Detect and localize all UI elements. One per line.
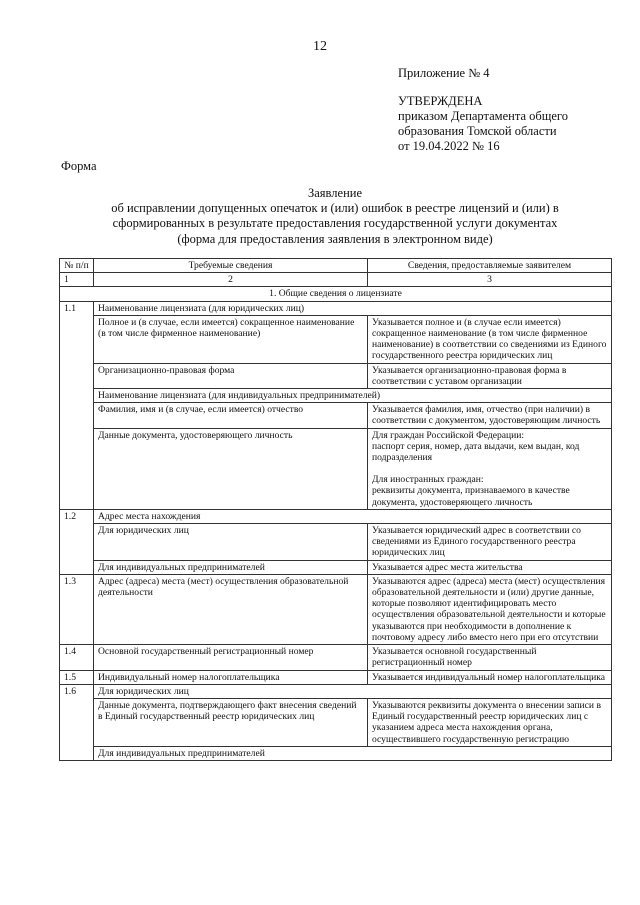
provided-info	[368, 428, 612, 509]
table-row	[60, 574, 612, 644]
approval-block	[398, 66, 568, 154]
title-line-3: сформированных в результате предоставления государственной услуги документах	[112, 216, 558, 231]
colnum-2: 2	[94, 273, 368, 287]
provided-info: Указываются реквизиты документа о внесении записи в Единый государственный реестр юридических лиц с указанием адреса места нахождения органа, осуществившего государственную регистрацию	[368, 698, 612, 746]
required-info: Основной государственный регистрационный номер	[94, 645, 368, 670]
document-title	[60, 186, 610, 247]
column-number-row	[60, 273, 612, 287]
table-row	[60, 509, 612, 523]
provided-info: Указывается адрес места жительства	[368, 560, 612, 574]
required-info: Данные документа, удостоверяющего личность	[94, 428, 368, 509]
page-number: 12	[313, 39, 327, 54]
form-label: Форма	[61, 159, 97, 173]
table-row	[60, 746, 612, 760]
required-info: Адрес (адреса) места (мест) осуществления образовательной деятельности	[94, 574, 368, 644]
approval-line-3: от 19.04.2022 № 16	[398, 139, 500, 153]
row-number: 1.3	[60, 574, 94, 644]
table-row	[60, 684, 612, 698]
provided-line: Для граждан Российской Федерации:	[372, 429, 525, 441]
row-title: Для индивидуальных предпринимателей	[94, 746, 612, 760]
provided-line: реквизиты документа, признаваемого в качестве документа, удостоверяющего личность	[372, 485, 570, 508]
title-line-2: об исправлении допущенных опечаток и (или) ошибок в реестре лицензий и (или) в	[111, 201, 559, 216]
table-row	[60, 315, 612, 363]
provided-info: Указывается юридический адрес в соответствии со сведениями из Единого государственного реестра юридических лиц	[368, 524, 612, 561]
approval-line-1: приказом Департамента общего	[398, 109, 568, 123]
section-row	[60, 287, 612, 301]
colnum-3: 3	[368, 273, 612, 287]
required-info: Полное и (в случае, если имеется) сокращенное наименование (в том числе фирменное наименование)	[94, 315, 368, 363]
section-title: 1. Общие сведения о лицензиате	[60, 287, 612, 301]
table-row	[60, 560, 612, 574]
row-title: Наименование лицензиата (для юридических лиц)	[94, 301, 612, 315]
table-row	[60, 645, 612, 670]
table-row	[60, 363, 612, 388]
provided-info: Указывается основной государственный регистрационный номер	[368, 645, 612, 670]
required-info: Для юридических лиц	[94, 524, 368, 561]
table-row	[60, 698, 612, 746]
table-row	[60, 389, 612, 403]
table-row	[60, 403, 612, 428]
table-row	[60, 428, 612, 509]
required-info: Фамилия, имя и (в случае, если имеется) отчество	[94, 403, 368, 428]
header-provided: Сведения, предоставляемые заявителем	[368, 259, 612, 273]
row-title: Адрес места нахождения	[94, 509, 612, 523]
provided-line: паспорт серия, номер, дата выдачи, кем выдан, код подразделения	[372, 440, 580, 464]
provided-info: Указывается организационно-правовая форма в соответствии с уставом организации	[368, 363, 612, 388]
table-row	[60, 670, 612, 684]
provided-info: Указываются адрес (адреса) места (мест) осуществления образовательной деятельности и (или) другие данные, которые позволяют идентифицировать место осуществления образовательной деятельности и которые указываются при необходимости в дополнение к почтовому адресу либо вместо него при его отсутствии	[368, 574, 612, 644]
title-line-4: (форма для предоставления заявления в электронном виде)	[177, 231, 493, 246]
appendix-label: Приложение № 4	[398, 66, 490, 80]
provided-info: Указывается полное и (в случае если имеется) сокращенное наименование (в том числе фирменное наименование) в соответствии со сведениями из Единого государственного реестра юридических лиц	[368, 315, 612, 363]
provided-info: Указывается фамилия, имя, отчество (при наличии) в соответствии с документом, удостоверяющим личность	[368, 403, 612, 428]
approved-label: УТВЕРЖДЕНА	[398, 94, 483, 108]
approval-line-2: образования Томской области	[398, 124, 557, 138]
provided-line: Для иностранных граждан:	[372, 474, 484, 486]
row-number: 1.6	[60, 684, 94, 760]
row-title: Для юридических лиц	[94, 684, 612, 698]
row-number: 1.4	[60, 645, 94, 670]
table-row	[60, 301, 612, 315]
provided-info: Указывается индивидуальный номер налогоплательщика	[368, 670, 612, 684]
required-info: Для индивидуальных предпринимателей	[94, 560, 368, 574]
required-info: Данные документа, подтверждающего факт внесения сведений в Единый государственный реестр юридических лиц	[94, 698, 368, 746]
required-info: Организационно-правовая форма	[94, 363, 368, 388]
header-num: № п/п	[60, 259, 94, 273]
row-number: 1.1	[60, 301, 94, 509]
colnum-1: 1	[60, 273, 94, 287]
required-info: Индивидуальный номер налогоплательщика	[94, 670, 368, 684]
row-number: 1.2	[60, 509, 94, 574]
row-title: Наименование лицензиата (для индивидуальных предпринимателей)	[94, 389, 612, 403]
title-line-1: Заявление	[307, 186, 362, 200]
row-number: 1.5	[60, 670, 94, 684]
table-header-row	[60, 259, 612, 273]
table-row	[60, 524, 612, 561]
header-required: Требуемые сведения	[94, 259, 368, 273]
license-info-table	[59, 258, 612, 761]
